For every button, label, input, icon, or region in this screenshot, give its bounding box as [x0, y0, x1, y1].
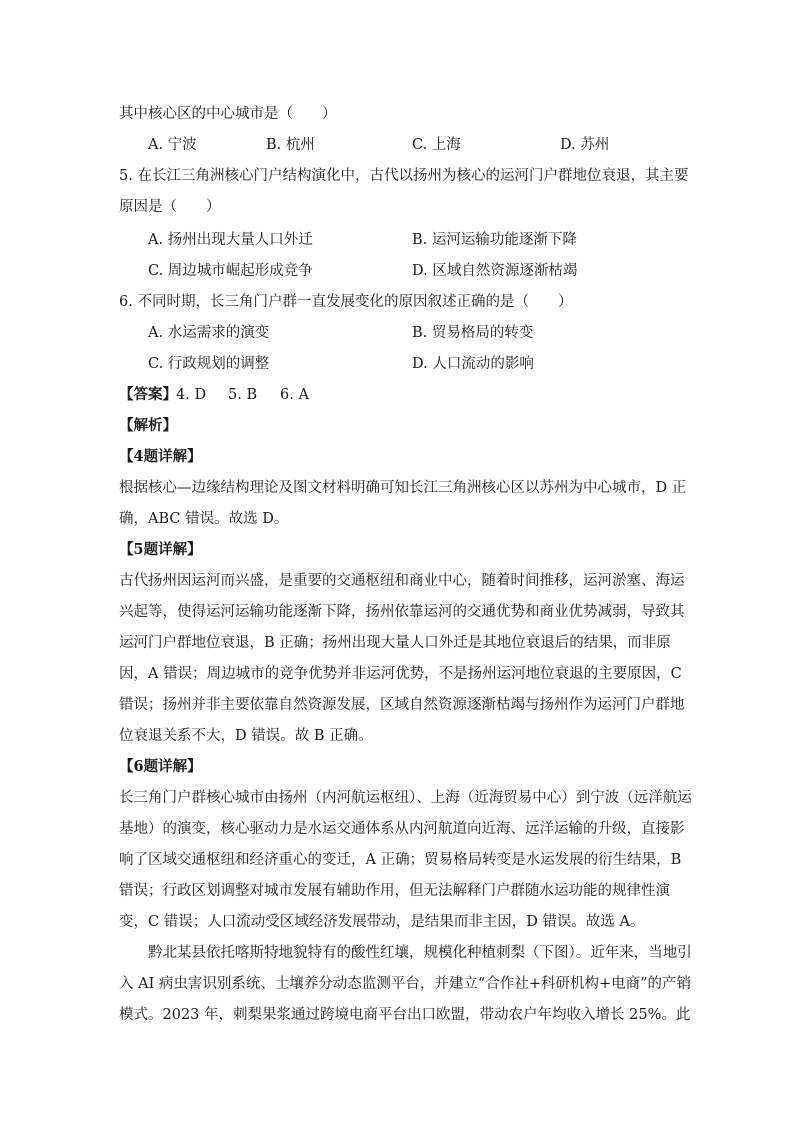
detail-5-line: 古代扬州因运河而兴盛，是重要的交通枢纽和商业中心，随着时间推移，运河淤塞、海运 [119, 573, 685, 589]
detail-6-line: 响了区域交通枢纽和经济重心的变迁，A 正确；贸易格局转变是水运发展的衍生结果，B [119, 852, 682, 868]
detail-6-line: 基地）的演变，核心驱动力是水运交通体系从内河航道向近海、远洋运输的升级，直接影 [119, 821, 685, 837]
q6-option-c: C. 行政规划的调整 [148, 356, 270, 372]
q5-option-b: B. 运河运输功能逐渐下降 [412, 232, 577, 248]
q5-option-d: D. 区域自然资源逐渐枯竭 [412, 263, 578, 279]
detail-5-line: 位衰退关系不大，D 错误。故 B 正确。 [119, 728, 373, 744]
detail-5-heading: 【5题详解】 [119, 541, 202, 558]
q5-option-c: C. 周边城市崛起形成竞争 [148, 263, 313, 279]
q6-stem: 6. 不同时期，长三角门户群一直发展变化的原因叙述正确的是（ ） [119, 294, 573, 310]
detail-5-line: 运河门户群地位衰退，B 正确；扬州出现大量人口外迁是其地位衰退后的结果，而非原 [119, 635, 671, 651]
q6-option-b: B. 贸易格局的转变 [412, 325, 534, 341]
q4-option-c: C. 上海 [412, 137, 461, 153]
detail-6-line: 错误；行政区划调整对城市发展有辅助作用，但无法解释门户群随水运功能的规律性演 [119, 883, 670, 899]
q4-option-d: D. 苏州 [560, 137, 610, 153]
detail-4-line: 根据核心—边缘结构理论及图文材料明确可知长江三角洲核心区以苏州为中心城市，D 正 [119, 480, 687, 496]
answer-q5: 5. B [228, 387, 258, 403]
detail-6-line: 长三角门户群核心城市由扬州（内河航运枢纽）、上海（近海贸易中心）到宁波（远洋航运 [119, 790, 692, 806]
q5-option-a: A. 扬州出现大量人口外迁 [148, 232, 313, 248]
detail-5-line: 兴起等，使得运河运输功能逐渐下降，扬州依靠运河的交通优势和商业优势减弱，导致其 [119, 604, 685, 620]
analysis-label: 【解析】 [119, 417, 177, 434]
detail-6-line: 变，C 错误；人口流动受区域经济发展带动，是结果而非主因，D 错误。故选 A。 [119, 914, 645, 930]
answer-q4: 4. D [176, 387, 207, 403]
q5-stem-line2: 原因是（ ） [119, 199, 221, 215]
q4-option-b: B. 杭州 [266, 137, 315, 153]
material-line: 模式。2023 年，刺梨果浆通过跨境电商平台出口欧盟，带动农户年均收入增长 25%。此 [119, 1007, 691, 1023]
material-line: 入 AI 病虫害识别系统、土壤养分动态监测平台，并建立“合作社+科研机构+电商”的产销 [119, 976, 692, 992]
detail-5-line: 因，A 错误；周边城市的竞争优势并非运河优势，不是扬州运河地位衰退的主要原因，C [119, 666, 682, 682]
q6-option-a: A. 水运需求的演变 [148, 325, 270, 341]
detail-4-heading: 【4题详解】 [119, 448, 202, 465]
q4-stem: 其中核心区的中心城市是（ ） [119, 106, 337, 122]
detail-4-line: 确，ABC 错误。故选 D。 [119, 511, 289, 527]
q4-option-a: A. 宁波 [148, 137, 197, 153]
answer-q6: 6. A [280, 387, 309, 403]
q5-stem-line1: 5. 在长江三角洲核心门户结构演化中，古代以扬州为核心的运河门户群地位衰退，其主要 [119, 168, 689, 184]
material-line: 黔北某县依托喀斯特地貌特有的酸性红壤，规模化种植刺梨（下图）。近年来，当地引 [148, 945, 692, 961]
q6-option-d: D. 人口流动的影响 [412, 356, 534, 372]
detail-6-heading: 【6题详解】 [119, 758, 202, 775]
answer-label: 【答案】 [119, 386, 177, 403]
detail-5-line: 错误；扬州并非主要依靠自然资源发展，区域自然资源逐渐枯竭与扬州作为运河门户群地 [119, 697, 685, 713]
